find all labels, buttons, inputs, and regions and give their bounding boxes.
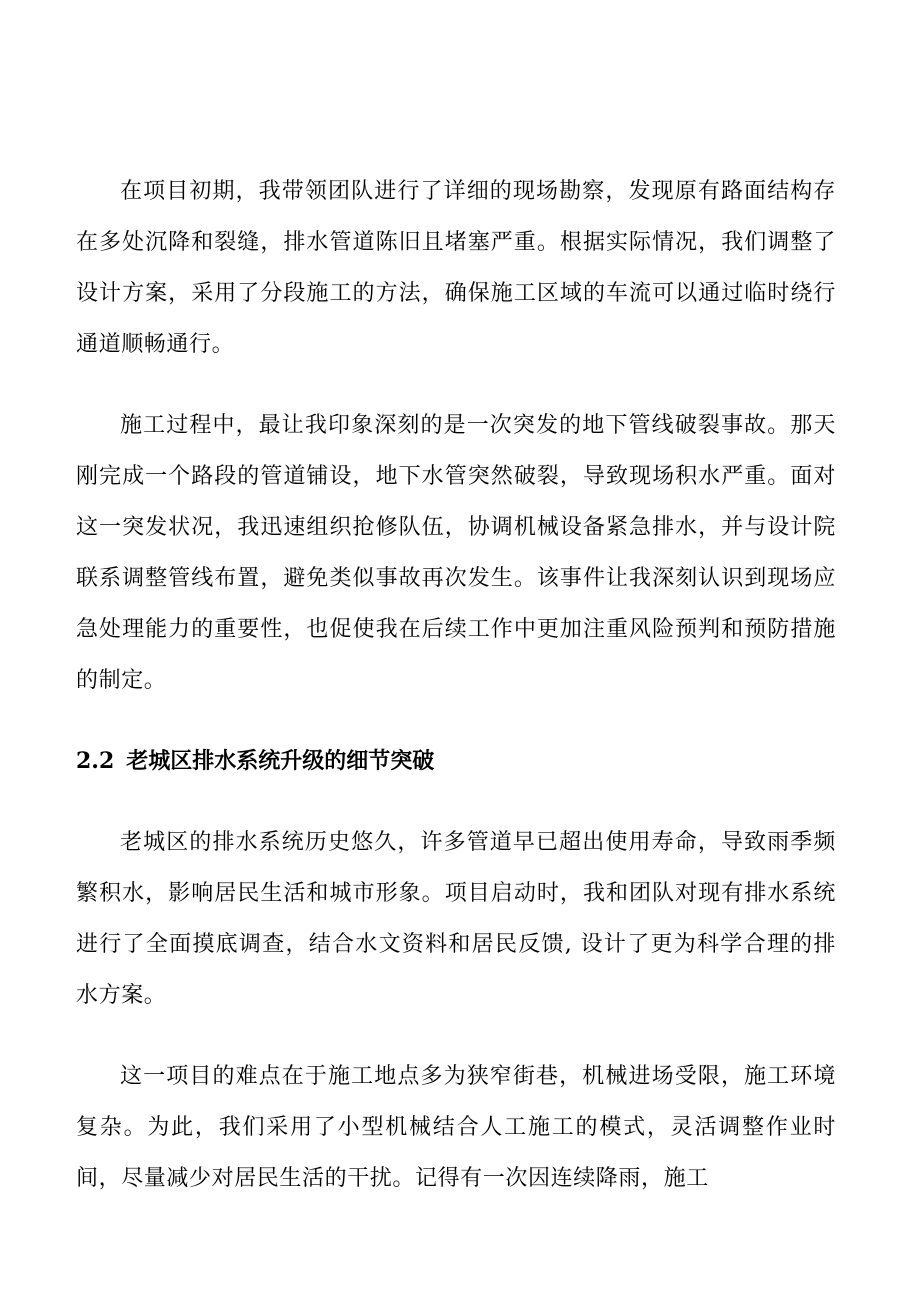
- section-number: 2.2: [76, 748, 115, 774]
- section-title: 老城区排水系统升级的细节突破: [126, 748, 435, 774]
- section-heading: [76, 736, 836, 787]
- paragraph-construction-difficulty: 这一项目的难点在于施工地点多为狭窄街巷，机械进场受限，施工环境复杂。为此，我们采用了小型机械结合人工施工的模式，灵活调整作业时间，尽量减少对居民生活的干扰。记得有一次因连续降雨，施工: [76, 1064, 836, 1191]
- document-body: [76, 166, 836, 1234]
- paragraph-site-survey: 在项目初期，我带领团队进行了详细的现场勘察，发现原有路面结构存在多处沉降和裂缝，排水管道陈旧且堵塞严重。根据实际情况，我们调整了设计方案，采用了分段施工的方法，确保施工区域的车流可以通过临时绕行通道顺畅通行。: [76, 179, 836, 357]
- paragraph-drainage-history: 老城区的排水系统历史悠久，许多管道早已超出使用寿命，导致雨季频繁积水，影响居民生活和城市形象。项目启动时，我和团队对现有排水系统进行了全面摸底调查，结合水文资料和居民反馈, 设计了更为科学合理的排水方案。: [76, 830, 836, 1008]
- paragraph-pipeline-incident: 施工过程中，最让我印象深刻的是一次突发的地下管线破裂事故。那天刚完成一个路段的管道铺设，地下水管突然破裂，导致现场积水严重。面对这一突发状况，我迅速组织抢修队伍，协调机械设备紧急排水，并与设计院联系调整管线布置，避免类似事故再次发生。该事件让我深刻认识到现场应急处理能力的重要性，也促使我在后续工作中更加注重风险预判和预防措施的制定。: [76, 413, 836, 693]
